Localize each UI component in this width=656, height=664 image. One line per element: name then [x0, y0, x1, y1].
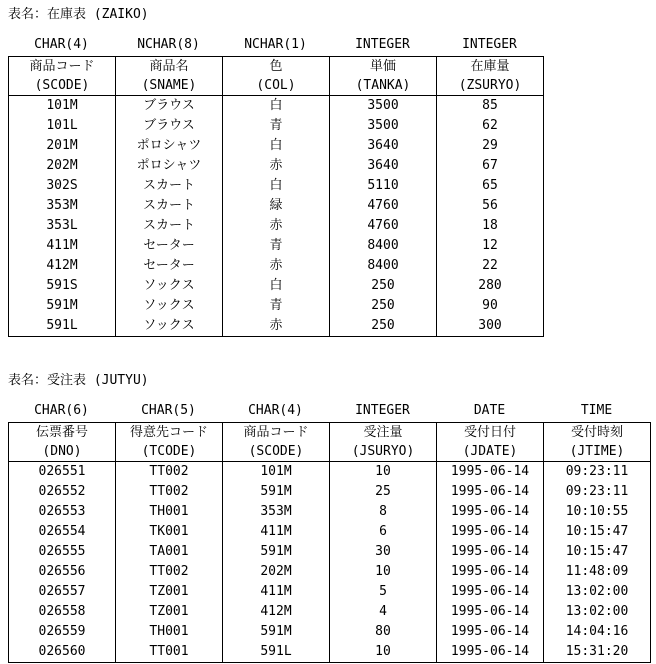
table-cell: 09:23:11	[544, 482, 651, 502]
table-row	[9, 562, 651, 582]
table-cell: 591M	[223, 542, 330, 562]
table-cell: 026557	[9, 582, 116, 602]
table-cell: 90	[437, 296, 544, 316]
table-cell: 591L	[223, 642, 330, 663]
table-cell: TT002	[116, 482, 223, 502]
table-cell: 56	[437, 196, 544, 216]
table-cell: 300	[437, 316, 544, 337]
table-row	[9, 296, 544, 316]
table-cell: 8	[330, 502, 437, 522]
table-cell: 026556	[9, 562, 116, 582]
table-cell: 591L	[9, 316, 116, 337]
column-type-label: CHAR(5)	[141, 403, 196, 418]
table-cell: 赤	[223, 316, 330, 337]
table-cell: 026559	[9, 622, 116, 642]
column-code: (JSURYO)	[351, 444, 415, 459]
table-cell: TK001	[116, 522, 223, 542]
table-cell: 3640	[330, 156, 437, 176]
table-cell: セーター	[116, 236, 223, 256]
table-cell: 101L	[9, 116, 116, 136]
table-cell: 101M	[9, 96, 116, 117]
table-row	[9, 642, 651, 663]
table-cell: 411M	[223, 522, 330, 542]
table-row	[9, 482, 651, 502]
table-cell: 201M	[9, 136, 116, 156]
table-row	[9, 156, 544, 176]
table-cell: 09:23:11	[544, 462, 651, 483]
table-row	[9, 316, 544, 337]
column-code: (JTIME)	[569, 444, 625, 459]
column-type-label: CHAR(4)	[248, 403, 303, 418]
column-code: (ZSURYO)	[458, 78, 522, 93]
table-cell: ソックス	[116, 276, 223, 296]
table-cell: 13:02:00	[544, 602, 651, 622]
table-cell: 白	[223, 136, 330, 156]
table-cell: 591M	[223, 482, 330, 502]
table-cell: 13:02:00	[544, 582, 651, 602]
table-cell: TT001	[116, 642, 223, 663]
table-cell: 250	[330, 316, 437, 337]
table-cell: 10:15:47	[544, 522, 651, 542]
table-cell: 65	[437, 176, 544, 196]
table-cell: 3640	[330, 136, 437, 156]
column-header	[330, 57, 437, 96]
table-cell: 赤	[223, 156, 330, 176]
zaiko-table-title: 表名：在庫表 (ZAIKO)	[8, 7, 149, 22]
column-code: (TCODE)	[141, 444, 197, 459]
table-row	[9, 236, 544, 256]
column-header	[223, 57, 330, 96]
table-cell: 026554	[9, 522, 116, 542]
column-type-label: DATE	[473, 403, 506, 418]
table-cell: TT002	[116, 462, 223, 483]
header-row	[9, 423, 651, 462]
table-cell: 3500	[330, 96, 437, 117]
table-cell: ポロシャツ	[116, 136, 223, 156]
table-cell: 026555	[9, 542, 116, 562]
table-cell: 10:15:47	[544, 542, 651, 562]
table-cell: 4	[330, 602, 437, 622]
table-row	[9, 522, 651, 542]
column-label: 伝票番号	[35, 425, 88, 440]
table-cell: TH001	[116, 622, 223, 642]
table-cell: 1995-06-14	[437, 502, 544, 522]
table-cell: 591S	[9, 276, 116, 296]
zaiko-table	[8, 56, 544, 337]
table-cell: 8400	[330, 256, 437, 276]
table-cell: 1995-06-14	[437, 562, 544, 582]
column-code: (DNO)	[42, 444, 82, 459]
column-code: (COL)	[256, 78, 296, 93]
table-cell: 026551	[9, 462, 116, 483]
table-cell: ソックス	[116, 296, 223, 316]
table-cell: 1995-06-14	[437, 622, 544, 642]
column-code: (JDATE)	[462, 444, 518, 459]
table-cell: 10:10:55	[544, 502, 651, 522]
column-header	[437, 57, 544, 96]
table-row	[9, 542, 651, 562]
table-row	[9, 196, 544, 216]
table-cell: 1995-06-14	[437, 462, 544, 483]
column-header	[544, 423, 651, 462]
column-type-label: CHAR(6)	[34, 403, 89, 418]
table-row	[9, 116, 544, 136]
table-cell: セーター	[116, 256, 223, 276]
column-label: 商品名	[149, 59, 189, 74]
table-cell: 1995-06-14	[437, 602, 544, 622]
table-cell: 12	[437, 236, 544, 256]
column-code: (SNAME)	[141, 78, 197, 93]
table-cell: TH001	[116, 502, 223, 522]
table-cell: 1995-06-14	[437, 542, 544, 562]
table-cell: 353M	[9, 196, 116, 216]
table-row	[9, 502, 651, 522]
table-cell: 4760	[330, 196, 437, 216]
table-cell: 14:04:16	[544, 622, 651, 642]
table-cell: 白	[223, 276, 330, 296]
table-cell: 5110	[330, 176, 437, 196]
table-row	[9, 582, 651, 602]
column-type-label: NCHAR(1)	[244, 37, 307, 52]
table-row	[9, 216, 544, 236]
table-cell: 白	[223, 176, 330, 196]
column-label: 商品コード	[243, 425, 309, 440]
table-cell: 18	[437, 216, 544, 236]
table-cell: 1995-06-14	[437, 522, 544, 542]
table-cell: スカート	[116, 216, 223, 236]
table-cell: 302S	[9, 176, 116, 196]
table-row	[9, 96, 544, 117]
table-cell: 1995-06-14	[437, 582, 544, 602]
table-cell: 411M	[223, 582, 330, 602]
table-cell: 3500	[330, 116, 437, 136]
column-header	[116, 57, 223, 96]
table-cell: 202M	[223, 562, 330, 582]
table-cell: TT002	[116, 562, 223, 582]
zaiko-table-section	[8, 8, 656, 337]
column-label: 商品コード	[29, 59, 95, 74]
table-cell: 22	[437, 256, 544, 276]
table-row	[9, 462, 651, 483]
column-label: 受付日付	[463, 425, 516, 440]
column-label: 在庫量	[470, 59, 510, 74]
table-cell: TZ001	[116, 582, 223, 602]
column-header	[437, 423, 544, 462]
column-header	[330, 423, 437, 462]
table-row	[9, 602, 651, 622]
table-cell: 緑	[223, 196, 330, 216]
table-row	[9, 622, 651, 642]
table-cell: 250	[330, 276, 437, 296]
table-cell: 青	[223, 116, 330, 136]
table-cell: 412M	[223, 602, 330, 622]
table-cell: 25	[330, 482, 437, 502]
column-header	[116, 423, 223, 462]
table-cell: 1995-06-14	[437, 642, 544, 663]
jutyu-table-body	[9, 462, 651, 663]
zaiko-table-header	[9, 57, 544, 96]
column-label: 得意先コード	[129, 425, 208, 440]
table-cell: ブラウス	[116, 96, 223, 117]
column-header	[9, 423, 116, 462]
table-cell: 591M	[223, 622, 330, 642]
table-cell: 30	[330, 542, 437, 562]
table-cell: 026553	[9, 502, 116, 522]
table-cell: 5	[330, 582, 437, 602]
zaiko-table-body	[9, 96, 544, 337]
column-type-label: INTEGER	[355, 37, 410, 52]
table-cell: TZ001	[116, 602, 223, 622]
table-row	[9, 276, 544, 296]
table-cell: 青	[223, 296, 330, 316]
table-cell: 67	[437, 156, 544, 176]
table-cell: 353M	[223, 502, 330, 522]
table-cell: 青	[223, 236, 330, 256]
table-row	[9, 176, 544, 196]
table-row	[9, 256, 544, 276]
table-cell: スカート	[116, 176, 223, 196]
table-cell: 250	[330, 296, 437, 316]
table-cell: 6	[330, 522, 437, 542]
column-code: (TANKA)	[355, 78, 411, 93]
column-label: 色	[269, 59, 283, 74]
table-cell: 10	[330, 642, 437, 663]
table-cell: 412M	[9, 256, 116, 276]
table-cell: 4760	[330, 216, 437, 236]
column-type-label: NCHAR(8)	[137, 37, 200, 52]
column-code: (SCODE)	[248, 444, 304, 459]
header-row	[9, 57, 544, 96]
column-label: 単価	[369, 59, 396, 74]
column-type-label: INTEGER	[355, 403, 410, 418]
table-cell: 8400	[330, 236, 437, 256]
table-cell: 026558	[9, 602, 116, 622]
table-cell: 353L	[9, 216, 116, 236]
table-cell: 10	[330, 562, 437, 582]
table-cell: 280	[437, 276, 544, 296]
table-cell: TA001	[116, 542, 223, 562]
table-cell: 101M	[223, 462, 330, 483]
table-cell: 202M	[9, 156, 116, 176]
table-cell: ブラウス	[116, 116, 223, 136]
column-type-label: TIME	[580, 403, 613, 418]
table-cell: 15:31:20	[544, 642, 651, 663]
jutyu-table-header	[9, 423, 651, 462]
table-cell: 026560	[9, 642, 116, 663]
table-cell: 29	[437, 136, 544, 156]
table-cell: 026552	[9, 482, 116, 502]
table-cell: 白	[223, 96, 330, 117]
jutyu-table	[8, 422, 651, 663]
table-cell: 赤	[223, 216, 330, 236]
column-code: (SCODE)	[34, 78, 90, 93]
table-cell: ポロシャツ	[116, 156, 223, 176]
jutyu-table-section	[8, 374, 656, 663]
table-cell: 11:48:09	[544, 562, 651, 582]
table-cell: 62	[437, 116, 544, 136]
table-cell: スカート	[116, 196, 223, 216]
jutyu-type-row	[8, 404, 656, 418]
column-label: 受付時刻	[570, 425, 623, 440]
column-label: 受注量	[363, 425, 403, 440]
table-cell: 85	[437, 96, 544, 117]
table-cell: 10	[330, 462, 437, 483]
column-type-label: CHAR(4)	[34, 37, 89, 52]
table-cell: ソックス	[116, 316, 223, 337]
table-cell: 1995-06-14	[437, 482, 544, 502]
table-cell: 591M	[9, 296, 116, 316]
table-row	[9, 136, 544, 156]
zaiko-type-row	[8, 38, 656, 52]
column-header	[9, 57, 116, 96]
jutyu-table-title: 表名：受注表 (JUTYU)	[8, 373, 149, 388]
column-type-label: INTEGER	[462, 37, 517, 52]
table-cell: 411M	[9, 236, 116, 256]
column-header	[223, 423, 330, 462]
table-cell: 赤	[223, 256, 330, 276]
table-cell: 80	[330, 622, 437, 642]
